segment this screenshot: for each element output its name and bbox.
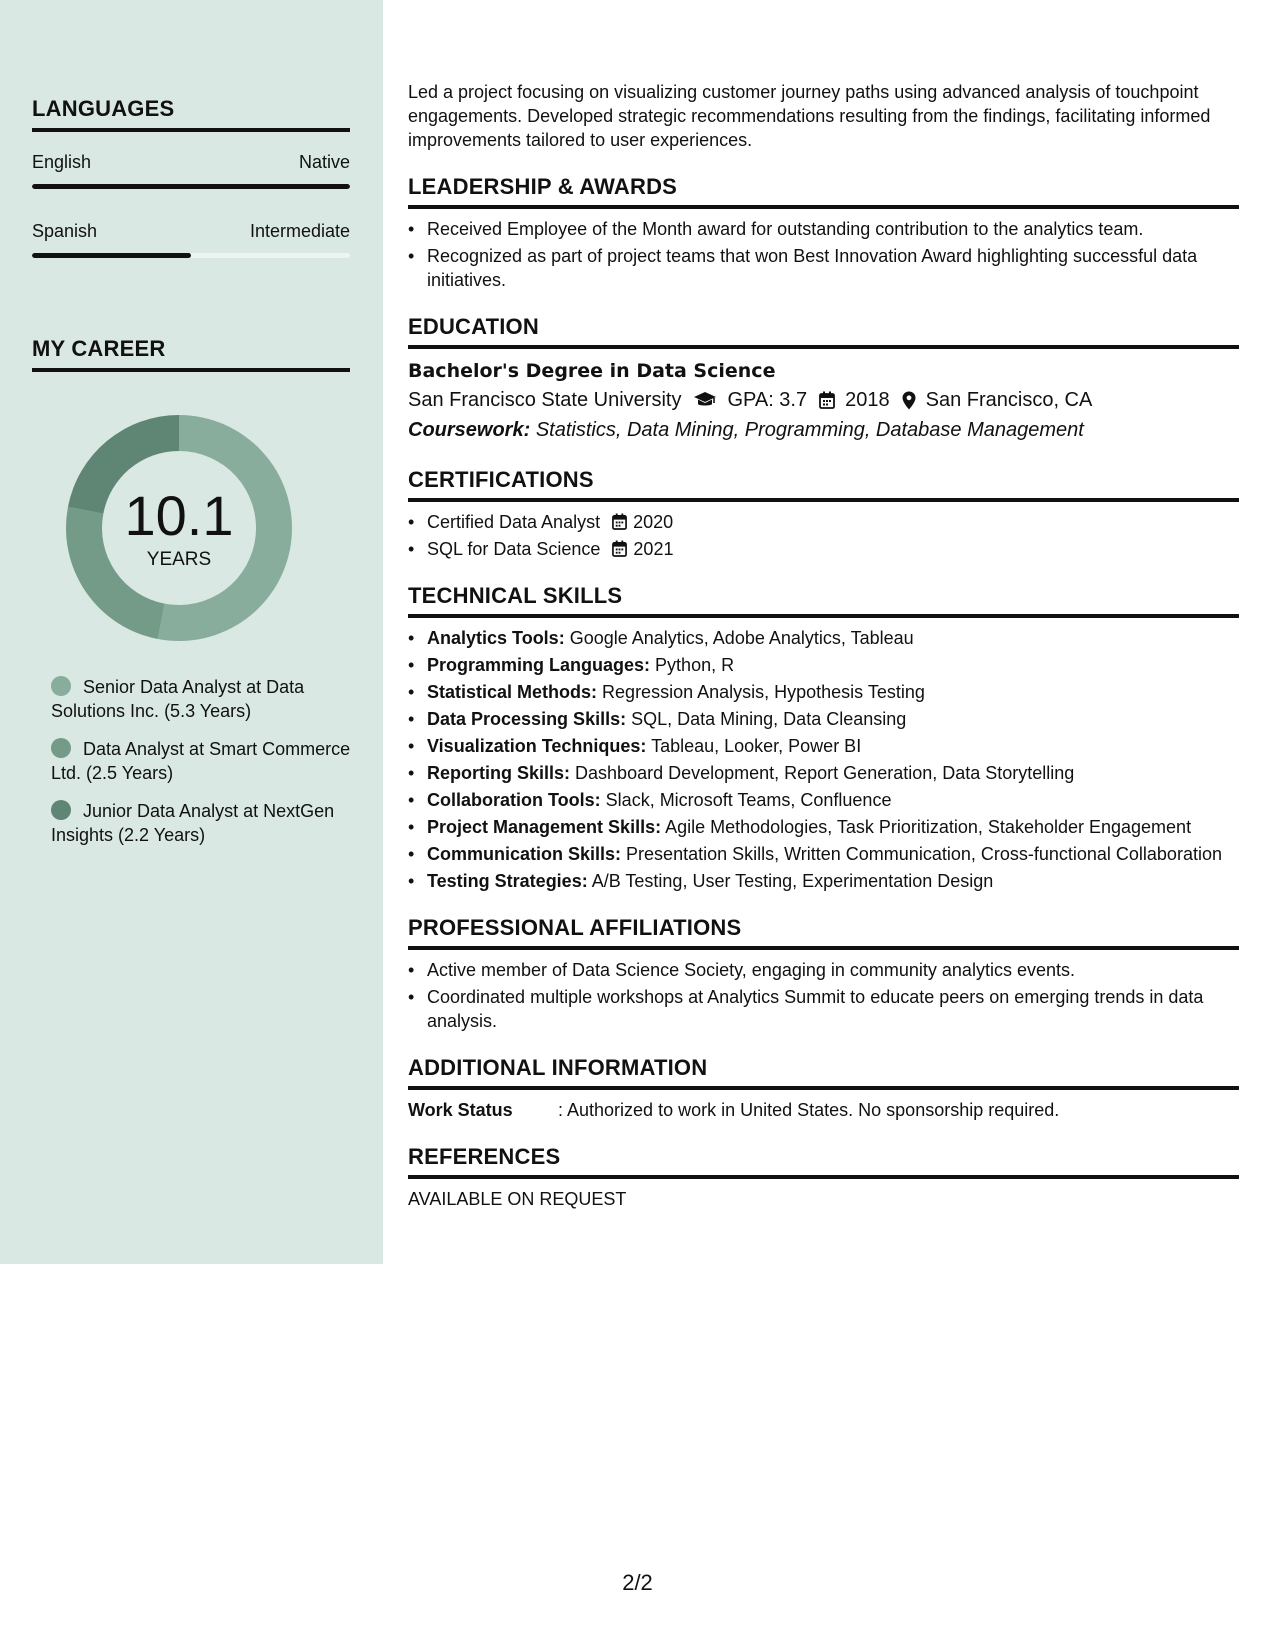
skill-label: Testing Strategies: xyxy=(427,871,588,891)
language-level: Intermediate xyxy=(249,221,350,241)
education-degree: Bachelor's Degree in Data Science xyxy=(408,360,776,382)
leadership-title: LEADERSHIP & AWARDS xyxy=(408,174,1239,209)
additional-info-title: ADDITIONAL INFORMATION xyxy=(408,1055,1239,1090)
skill-value: Presentation Skills, Written Communication, Cross-functional Collaboration xyxy=(626,844,1222,864)
sidebar xyxy=(0,0,383,1264)
skill-value: A/B Testing, User Testing, Experimentation Design xyxy=(591,871,994,891)
skill-item xyxy=(408,842,1239,866)
education-meta xyxy=(408,385,1239,415)
skill-item xyxy=(408,653,1239,677)
skill-item xyxy=(408,869,1239,893)
graduation-cap-icon xyxy=(693,391,717,409)
language-bar-english xyxy=(32,184,350,189)
list-item: • Coordinated multiple workshops at Analytics Summit to educate peers on emerging trends in data analysis. xyxy=(408,985,1239,1033)
list-item: • Received Employee of the Month award for outstanding contribution to the analytics team. xyxy=(408,217,1239,241)
skills-list xyxy=(408,626,1239,893)
career-total-years: 10.1 xyxy=(124,484,234,547)
page-number: 2/2 xyxy=(622,1570,653,1595)
career-legend-text: Junior Data Analyst at NextGen Insights (2.2 Years) xyxy=(51,801,335,845)
language-bar-spanish xyxy=(32,253,350,258)
career-legend-item xyxy=(51,737,351,785)
career-legend xyxy=(51,675,351,861)
skill-item xyxy=(408,707,1239,731)
language-row-english xyxy=(32,152,350,173)
skill-value: SQL, Data Mining, Data Cleansing xyxy=(631,709,907,729)
skill-item xyxy=(408,734,1239,758)
skill-label: Programming Languages: xyxy=(427,655,651,675)
certification-item xyxy=(408,537,1239,561)
education-school: San Francisco State University xyxy=(408,389,682,411)
skill-label: Communication Skills: xyxy=(427,844,622,864)
affiliations-title: PROFESSIONAL AFFILIATIONS xyxy=(408,915,1239,950)
list-item: • Active member of Data Science Society, engaging in community analytics events. xyxy=(408,958,1239,982)
legend-dot-icon xyxy=(51,676,71,696)
work-status-row xyxy=(408,1098,1239,1122)
certification-year: 2020 xyxy=(633,512,674,532)
language-row-spanish xyxy=(32,221,350,242)
references-text: AVAILABLE ON REQUEST xyxy=(408,1189,627,1209)
list-item: • Recognized as part of project teams that won Best Innovation Award highlighting successful data initiatives. xyxy=(408,244,1239,292)
language-bar-fill xyxy=(32,184,350,189)
certifications-title: CERTIFICATIONS xyxy=(408,467,1239,502)
language-name: Spanish xyxy=(32,221,98,241)
education-title: EDUCATION xyxy=(408,314,1239,349)
career-legend-text: Data Analyst at Smart Commerce Ltd. (2.5 Years) xyxy=(51,739,351,783)
leadership-list xyxy=(408,217,1239,292)
career-legend-item xyxy=(51,799,351,847)
coursework-label: Coursework: xyxy=(408,419,531,441)
skill-label: Visualization Techniques: xyxy=(427,736,647,756)
skill-label: Collaboration Tools: xyxy=(427,790,601,810)
skill-value: Python, R xyxy=(655,655,735,675)
skill-label: Statistical Methods: xyxy=(427,682,598,702)
calendar-icon xyxy=(819,391,835,409)
career-legend-text: Senior Data Analyst at Data Solutions Inc. (5.3 Years) xyxy=(51,677,305,721)
skill-label: Analytics Tools: xyxy=(427,628,565,648)
certification-year: 2021 xyxy=(633,539,674,559)
certifications-list xyxy=(408,510,1239,561)
legend-dot-icon xyxy=(51,738,71,758)
work-status-value: : Authorized to work in United States. No sponsorship required. xyxy=(558,1100,1060,1120)
skill-item xyxy=(408,626,1239,650)
certification-name: SQL for Data Science xyxy=(427,539,601,559)
career-legend-item xyxy=(51,675,351,723)
skills-title: TECHNICAL SKILLS xyxy=(408,583,1239,618)
skill-label: Data Processing Skills: xyxy=(427,709,627,729)
skill-label: Project Management Skills: xyxy=(427,817,662,837)
skill-value: Dashboard Development, Report Generation, Data Storytelling xyxy=(575,763,1075,783)
education-location: San Francisco, CA xyxy=(925,389,1093,411)
affiliations-list xyxy=(408,958,1239,1033)
career-title: MY CAREER xyxy=(32,336,350,372)
legend-dot-icon xyxy=(51,800,71,820)
career-years-label: YEARS xyxy=(146,549,212,570)
calendar-icon xyxy=(612,540,627,557)
language-bar-fill xyxy=(32,253,191,258)
location-pin-icon xyxy=(902,391,916,410)
skill-value: Google Analytics, Adobe Analytics, Tableau xyxy=(569,628,914,648)
certification-item xyxy=(408,510,1239,534)
work-status-label: Work Status xyxy=(408,1100,513,1120)
education-year: 2018 xyxy=(845,389,890,411)
languages-title: LANGUAGES xyxy=(32,96,350,132)
calendar-icon xyxy=(612,513,627,530)
language-level: Native xyxy=(298,152,350,172)
references-title: REFERENCES xyxy=(408,1144,1239,1179)
skill-value: Regression Analysis, Hypothesis Testing xyxy=(602,682,925,702)
skill-value: Agile Methodologies, Task Prioritization, Stakeholder Engagement xyxy=(665,817,1192,837)
skill-item xyxy=(408,680,1239,704)
main-content xyxy=(408,80,1239,1211)
skill-value: Tableau, Looker, Power BI xyxy=(651,736,862,756)
certification-name: Certified Data Analyst xyxy=(427,512,601,532)
skill-label: Reporting Skills: xyxy=(427,763,571,783)
education-gpa: GPA: 3.7 xyxy=(727,389,808,411)
skill-value: Slack, Microsoft Teams, Confluence xyxy=(605,790,892,810)
skill-item xyxy=(408,788,1239,812)
project-description: Led a project focusing on visualizing customer journey paths using advanced analysis of touchpoint engagements. Developed strategic recommendations resulting from the findings, facilitating informed improvements tailored to user experiences. xyxy=(408,82,1211,150)
skill-item xyxy=(408,761,1239,785)
language-name: English xyxy=(32,152,92,172)
coursework-value: Statistics, Data Mining, Programming, Database Management xyxy=(535,419,1084,441)
education-coursework xyxy=(408,415,1239,445)
skill-item xyxy=(408,815,1239,839)
